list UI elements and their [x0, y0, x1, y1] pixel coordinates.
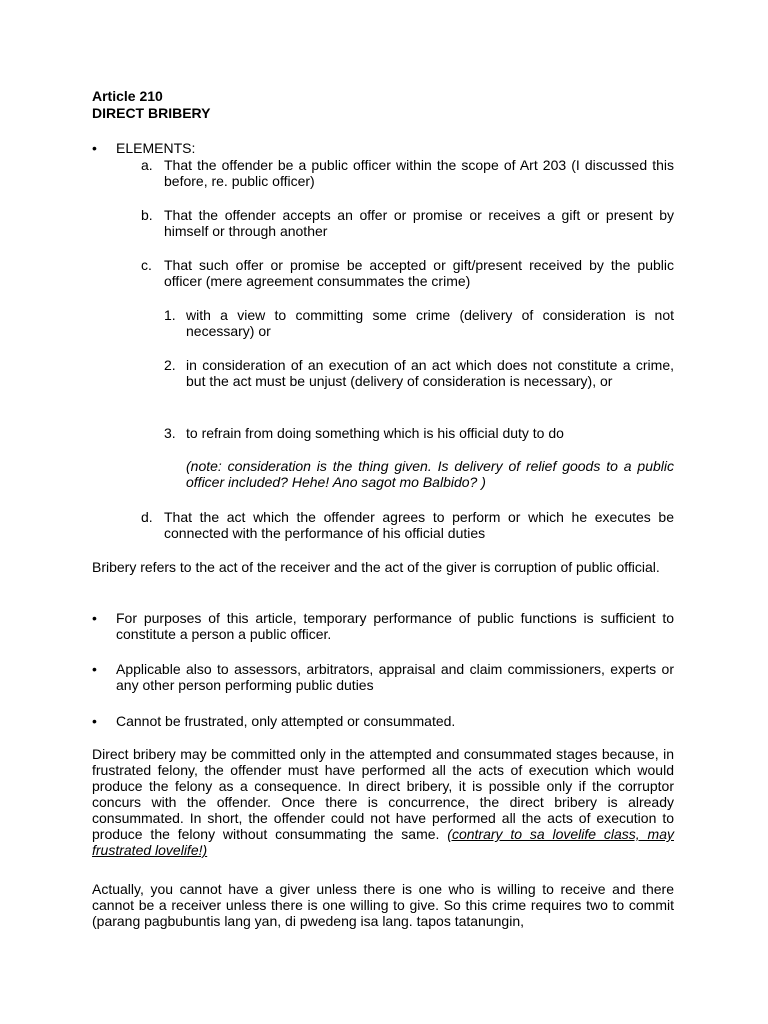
stages-paragraph-text: Direct bribery may be committed only in the attempted and consummated stages because, in frustrated felony, the offender must have performed all the acts of execution which would produce the felony as a consequence. In direct bribery, it is possible only if the corruptor concurs with the offender. Once there is concurrence, the direct bribery is already consummated. In short, the offender could not have performed all the acts of execution to produce the felony without consummating the same. [92, 746, 674, 842]
elements-heading: ELEMENTS: [116, 140, 196, 156]
bullet-marker: • [92, 661, 97, 677]
article-number: Article 210 [92, 88, 163, 104]
element-marker-d: d. [141, 509, 153, 525]
element-marker-a: a. [141, 157, 153, 173]
stages-remark: (contrary to sa lovelife class, may frustrated lovelife!) [92, 826, 674, 858]
sub-item-1-text: with a view to committing some crime (delivery of consideration is not necessary) or [186, 307, 674, 339]
sub-item-marker-3: 3. [164, 425, 176, 441]
sub-item-marker-1: 1. [164, 307, 176, 323]
bullet-marker: • [92, 140, 97, 156]
consideration-note: (note: consideration is the thing given. Is delivery of relief goods to a public officer included? Hehe! Ano sagot mo Balbido? ) [186, 458, 674, 490]
element-a-text: That the offender be a public officer within the scope of Art 203 (I discussed this before, re. public officer) [164, 157, 674, 189]
sub-item-marker-2: 2. [164, 357, 176, 373]
bribery-definition: Bribery refers to the act of the receiver and the act of the giver is corruption of public official. [92, 559, 660, 575]
bullet-temporary-performance: For purposes of this article, temporary performance of public functions is sufficient to constitute a person a public officer. [116, 610, 674, 642]
sub-item-3-text: to refrain from doing something which is his official duty to do [186, 425, 564, 441]
giver-receiver-paragraph: Actually, you cannot have a giver unless there is one who is willing to receive and there cannot be a receiver unless there is one willing to give. So this crime requires two to commit (parang pagbubuntis lang yan, di pwedeng isa lang. tapos tatanungin, [92, 881, 674, 929]
element-b-text: That the offender accepts an offer or promise or receives a gift or present by himself or through another [164, 207, 674, 239]
bullet-marker: • [92, 610, 97, 626]
element-marker-b: b. [141, 207, 153, 223]
bullet-cannot-be-frustrated: Cannot be frustrated, only attempted or consummated. [116, 713, 456, 729]
article-title: DIRECT BRIBERY [92, 105, 211, 121]
bullet-applicable-also: Applicable also to assessors, arbitrators, appraisal and claim commissioners, experts or any other person performing public duties [116, 661, 674, 693]
bullet-marker: • [92, 713, 97, 729]
element-c-text: That such offer or promise be accepted or gift/present received by the public officer (mere agreement consummates the crime) [164, 257, 674, 289]
element-marker-c: c. [141, 257, 152, 273]
sub-item-2-text: in consideration of an execution of an act which does not constitute a crime, but the act must be unjust (delivery of consideration is necessary), or [186, 357, 674, 389]
element-d-text: That the act which the offender agrees to perform or which he executes be connected with the performance of his official duties [164, 509, 674, 541]
stages-paragraph [92, 746, 674, 858]
